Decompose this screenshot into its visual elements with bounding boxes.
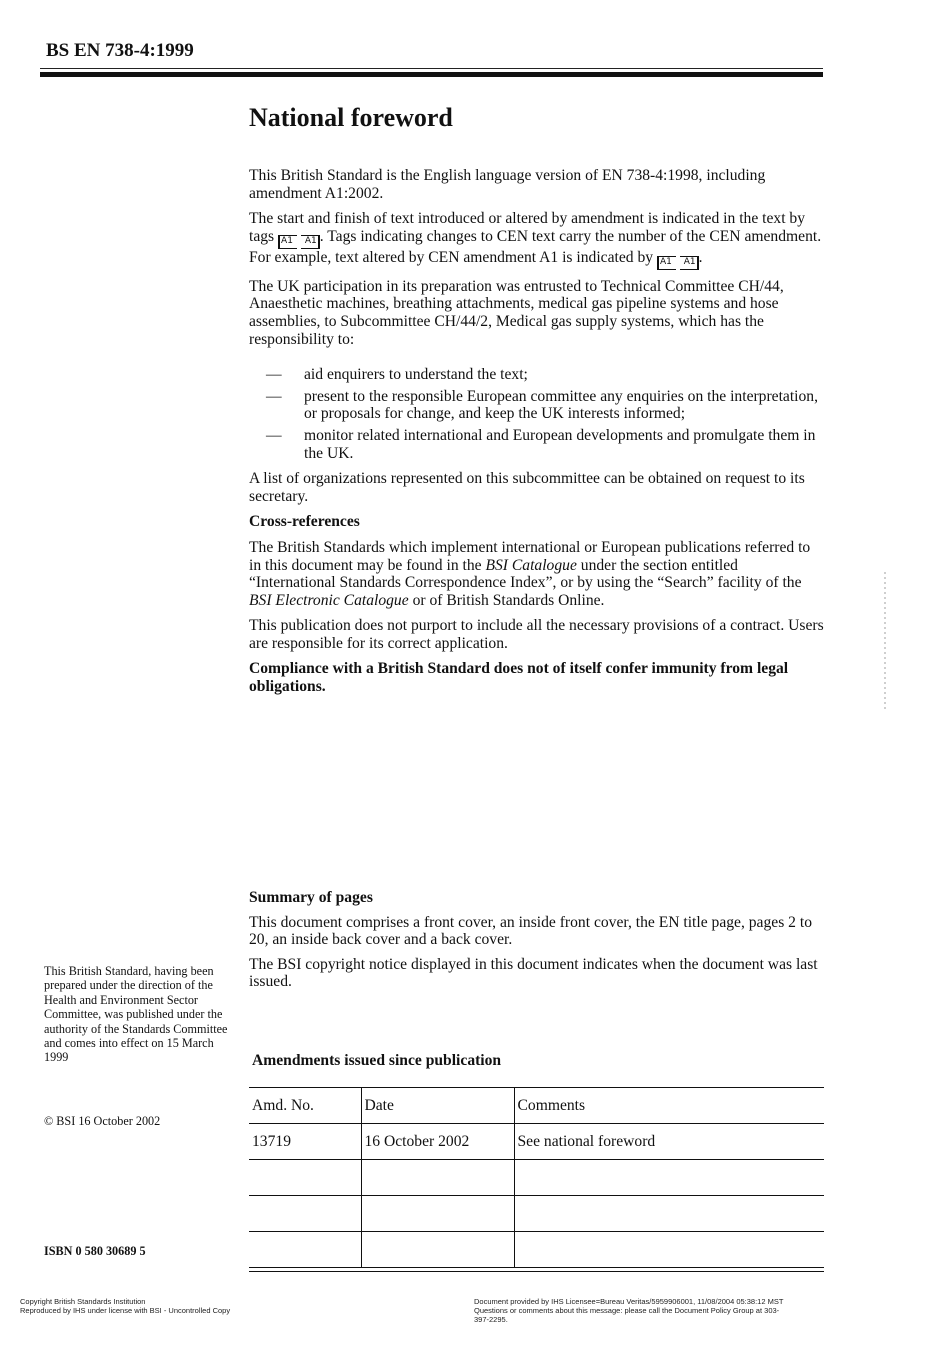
crossref-text-1: The British Standards which implement international or European publications referred to in this document may be found in the [249,538,811,574]
dash-marker: — [266,366,282,384]
crossref-paragraph [249,539,824,609]
isbn-number: ISBN 0 580 30689 5 [44,1244,146,1258]
footer-provider-notice: Document provided by IHS Licensee=Bureau Veritas/5959906001, 11/08/2004 05:38:12 MST Questions or comments about this message: please call the Document Policy Group at 303-397-2295. [474,1297,784,1324]
bottom-rule [249,1271,824,1272]
footer-copyright [20,1297,230,1315]
list-item [249,388,824,423]
table-cell [361,1232,514,1268]
amendment-end-tag-icon: A1 [680,256,699,270]
responsibility-list [249,366,824,462]
table-cell [361,1160,514,1196]
amendments-table [249,1087,824,1268]
copyright-date: © BSI 16 October 2002 [44,1114,161,1128]
tags-text-1: The start and finish of text introduced or altered by amendment is indicated in the text by tags [249,210,806,245]
table-cell [249,1196,361,1232]
list-item [249,427,824,462]
tags-paragraph [249,210,824,270]
crossref-text-3: or of British Standards Online. [412,591,605,609]
list-item-text: present to the responsible European committee any enquiries on the interpretation, or proposals for change, and keep the UK interests informed; [304,387,818,423]
table-cell [514,1232,824,1268]
tags-text-3: . [698,248,703,266]
table-row [249,1160,824,1196]
list-item-text: monitor related international and European developments and promulgate them in the UK. [304,426,816,462]
summary-heading: Summary of pages [249,889,373,906]
header-rule-thin [40,68,823,69]
table-cell [249,1160,361,1196]
tags-text-2: . Tags indicating changes to CEN text carry the number of the CEN amendment. For example, text altered by CEN amendment A1 is indicated by [249,227,822,266]
crossref-text-2: under the section entitled “International Standards Correspondence Index”, or by using the “Search” facility of the [249,556,802,592]
crossref-heading: Cross-references [249,513,360,531]
table-cell [249,1232,361,1268]
amendment-start-tag-icon: A1 [278,235,297,249]
table-cell: 16 October 2002 [361,1124,514,1160]
copyright-notice-paragraph: The BSI copyright notice displayed in this document indicates when the document was last issued. [249,955,818,991]
bsi-catalogue-title: BSI Catalogue [485,556,577,574]
table-row [249,1196,824,1232]
amendments-heading: Amendments issued since publication [252,1052,502,1069]
column-header-date: Date [361,1088,514,1124]
standard-code: BS EN 738-4:1999 [46,40,194,61]
column-header-comments: Comments [514,1088,824,1124]
participation-paragraph: The UK participation in its preparation was entrusted to Technical Committee CH/44, Anaesthetic machines, breathing attachments, medical gas pipeline systems and hose assemblies, to Subcommittee CH/44/2, Medical gas supply systems, which has the responsibility to: [249,277,784,348]
header-rule-thick [40,72,823,77]
table-row [249,1232,824,1268]
foreword-body [249,100,824,704]
summary-section [249,889,824,998]
bsi-electronic-catalogue-title: BSI Electronic Catalogue [249,591,409,609]
publication-note: This British Standard, having been prepared under the direction of the Health and Environment Sector Committee, was published under the authority of the Standards Committee and comes into effect on 15 March 1999 [44,964,228,1065]
column-header-amd-no: Amd. No. [249,1088,361,1124]
margin-watermark [884,572,886,712]
footer-copyright-line: Copyright British Standards Institution [20,1297,146,1306]
footer-license-line: Reproduced by IHS under license with BSI - Uncontrolled Copy [20,1306,231,1315]
intro-paragraph: This British Standard is the English language version of EN 738-4:1998, including amendment A1:2002. [249,167,766,202]
table-cell [361,1196,514,1232]
organizations-paragraph: A list of organizations represented on this subcommittee can be obtained on request to its secretary. [249,470,805,505]
table-cell [514,1160,824,1196]
table-row [249,1124,824,1160]
table-cell: 13719 [249,1124,361,1160]
table-header-row [249,1088,824,1124]
compliance-paragraph: Compliance with a British Standard does not of itself confer immunity from legal obligations. [249,660,789,696]
dash-marker: — [266,426,282,444]
dash-marker: — [266,387,282,405]
list-item-text: aid enquirers to understand the text; [304,366,528,384]
amendment-start-tag-icon: A1 [657,256,676,270]
table-cell [514,1196,824,1232]
table-cell: See national foreword [514,1124,824,1160]
amendment-end-tag-icon: A1 [301,235,320,249]
page-title: National foreword [249,103,453,132]
disclaimer-paragraph: This publication does not purport to include all the necessary provisions of a contract. Users are responsible for its correct application. [249,617,824,652]
summary-pages-paragraph: This document comprises a front cover, an inside front cover, the EN title page, pages 2 to 20, an inside back cover and a back cover. [249,913,812,949]
list-item [249,366,824,384]
